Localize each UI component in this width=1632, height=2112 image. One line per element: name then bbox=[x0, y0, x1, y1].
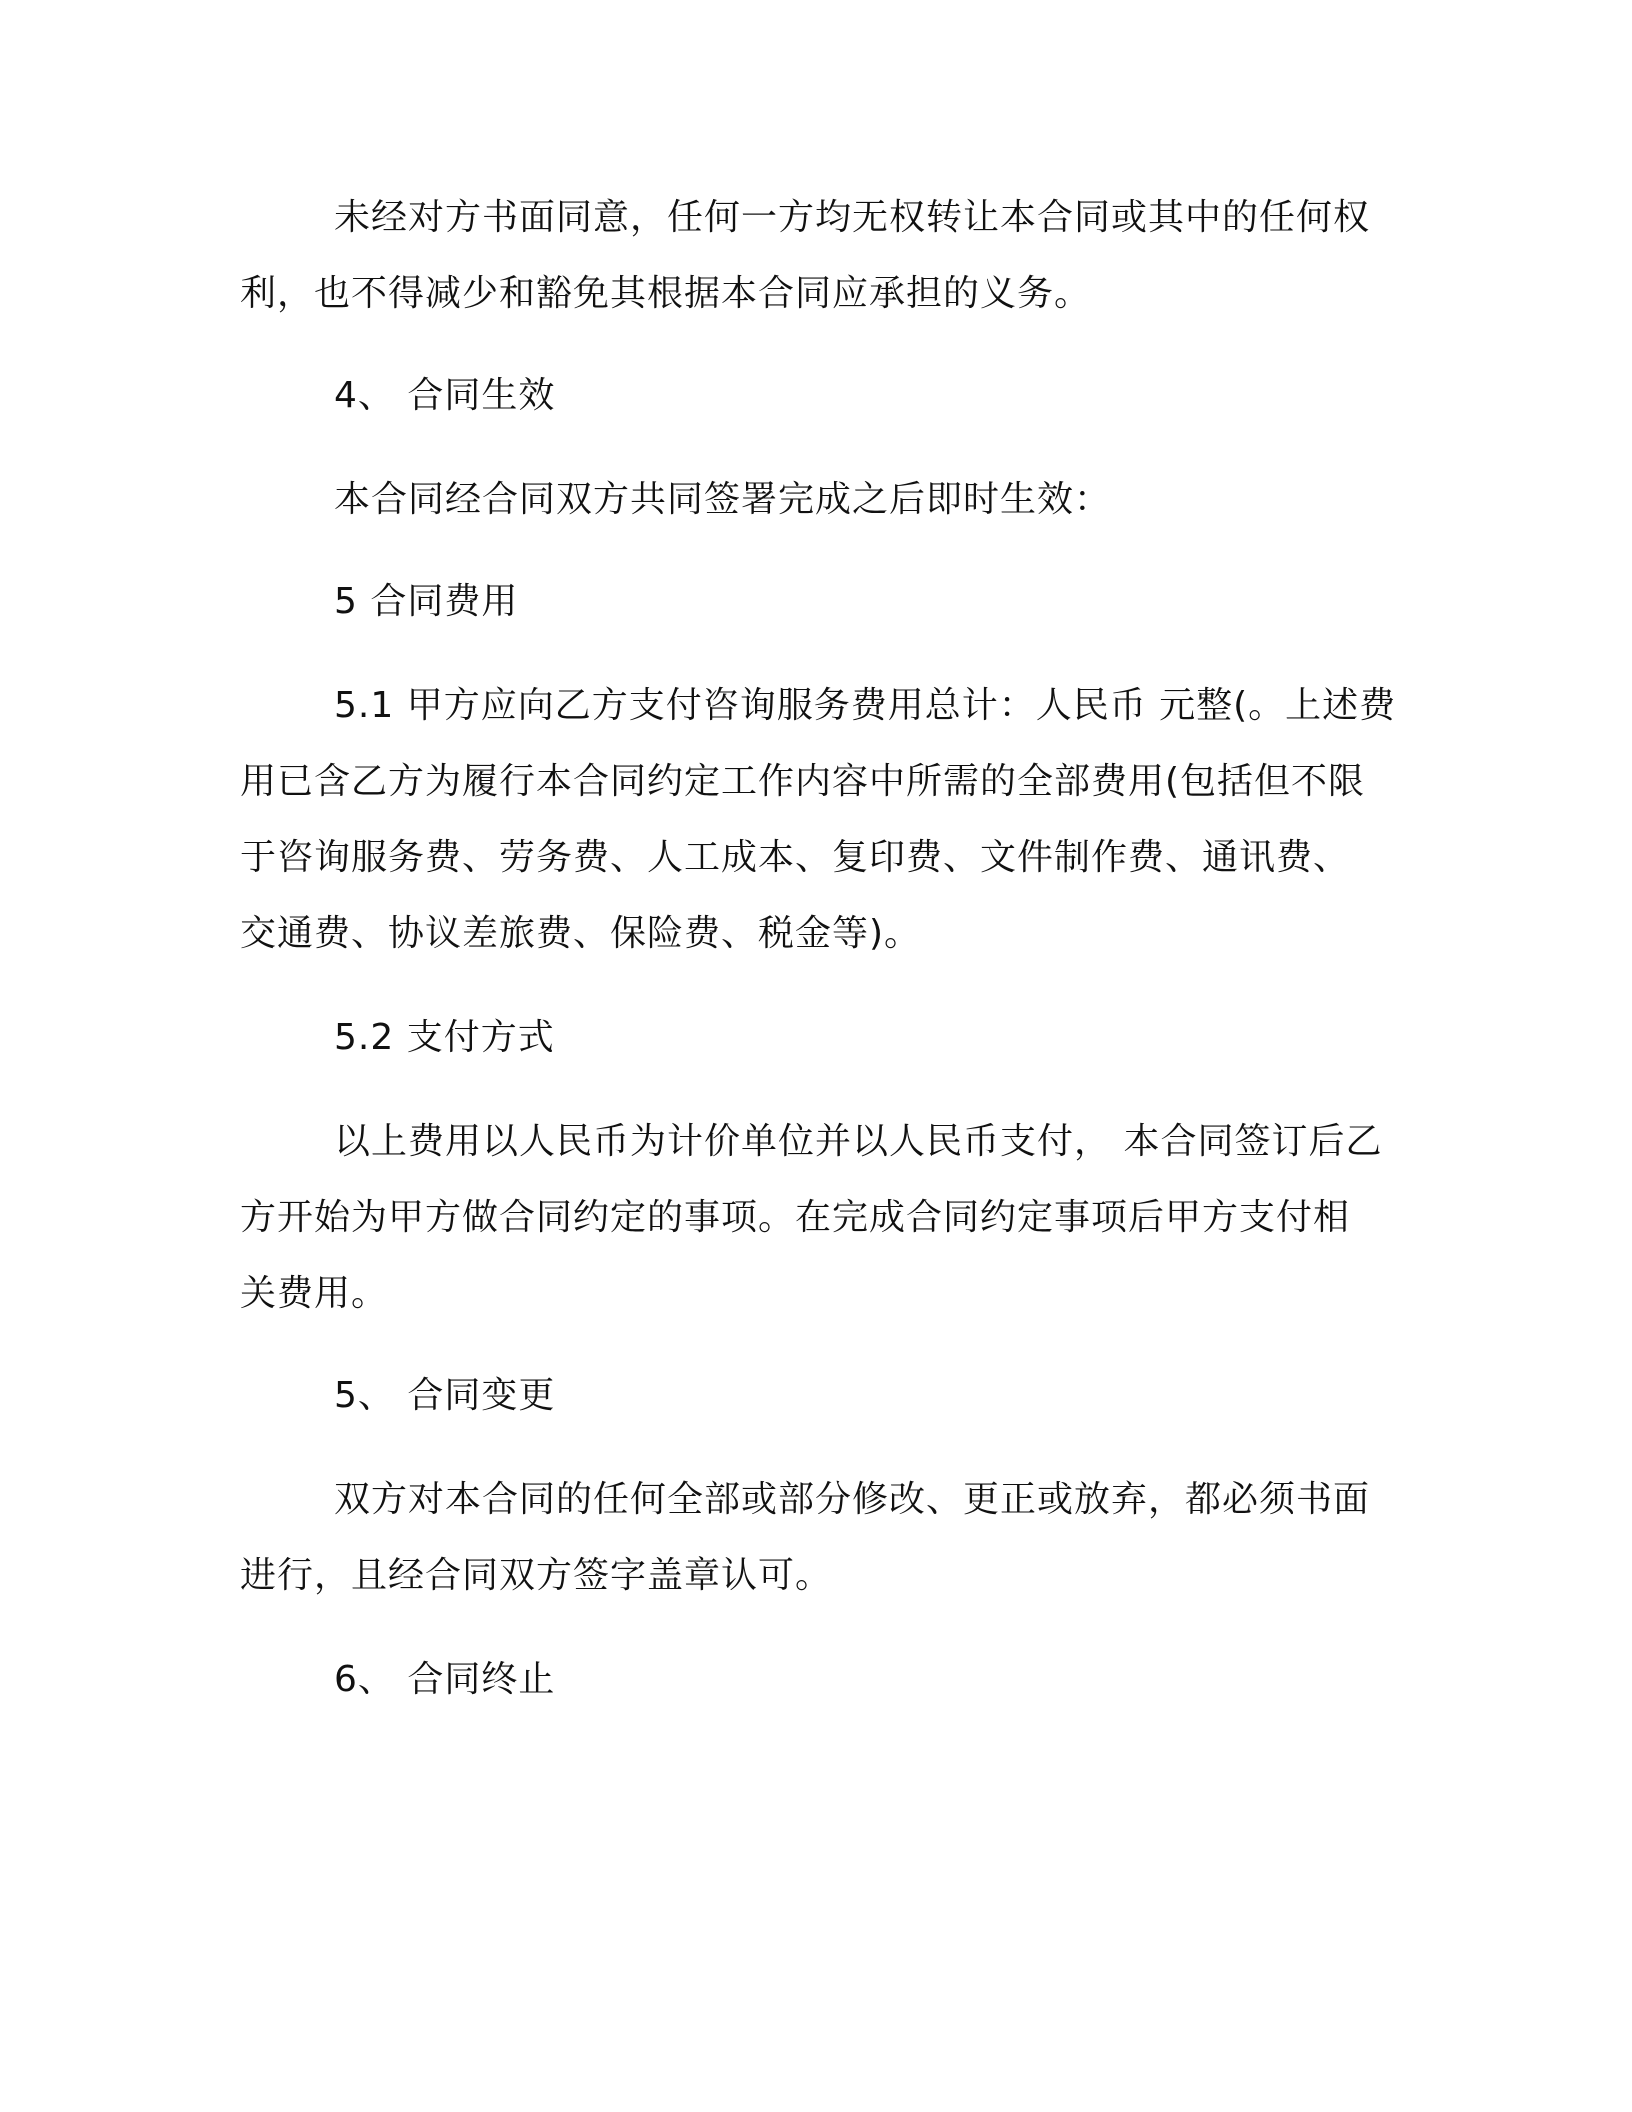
section-heading-5-fees bbox=[240, 564, 1380, 640]
effectiveness-clause bbox=[240, 462, 1380, 538]
paragraph-line: 关费用。 bbox=[240, 1273, 389, 1314]
paragraph-line: 5.1 甲方应向乙方支付咨询服务费用总计：人民币 元整(。上述费 bbox=[334, 685, 1397, 726]
section-heading-6 bbox=[240, 1642, 1380, 1718]
change-clause bbox=[240, 1462, 1380, 1614]
heading-text: 5、 合同变更 bbox=[334, 1375, 556, 1416]
paragraph-line: 以上费用以人民币为计价单位并以人民币支付， 本合同签订后乙 bbox=[334, 1121, 1383, 1162]
clause-5-1 bbox=[240, 668, 1397, 972]
heading-text: 6、 合同终止 bbox=[334, 1659, 556, 1700]
paragraph-line: 双方对本合同的任何全部或部分修改、更正或放弃，都必须书面 bbox=[334, 1479, 1371, 1520]
paragraph-line: 利，也不得减少和豁免其根据本合同应承担的义务。 bbox=[240, 273, 1092, 314]
heading-text: 5 合同费用 bbox=[334, 581, 519, 622]
section-heading-4 bbox=[240, 358, 1380, 434]
paragraph-line: 进行，且经合同双方签字盖章认可。 bbox=[240, 1555, 833, 1596]
clause-5-2-heading bbox=[240, 1000, 1380, 1076]
heading-text: 4、 合同生效 bbox=[334, 375, 556, 416]
paragraph-line: 方开始为甲方做合同约定的事项。在完成合同约定事项后甲方支付相 bbox=[240, 1197, 1351, 1238]
heading-text: 5.2 支付方式 bbox=[334, 1017, 555, 1058]
paragraph-line: 未经对方书面同意，任何一方均无权转让本合同或其中的任何权 bbox=[334, 197, 1371, 238]
paragraph-line: 交通费、协议差旅费、保险费、税金等)。 bbox=[240, 913, 922, 954]
payment-clause bbox=[240, 1104, 1383, 1332]
paragraph-line: 本合同经合同双方共同签署完成之后即时生效： bbox=[334, 479, 1112, 520]
paragraph-line: 于咨询服务费、劳务费、人工成本、复印费、文件制作费、通讯费、 bbox=[240, 837, 1351, 878]
section-heading-5-change bbox=[240, 1358, 1380, 1434]
assignment-clause bbox=[240, 180, 1380, 332]
paragraph-line: 用已含乙方为履行本合同约定工作内容中所需的全部费用(包括但不限 bbox=[240, 761, 1366, 802]
